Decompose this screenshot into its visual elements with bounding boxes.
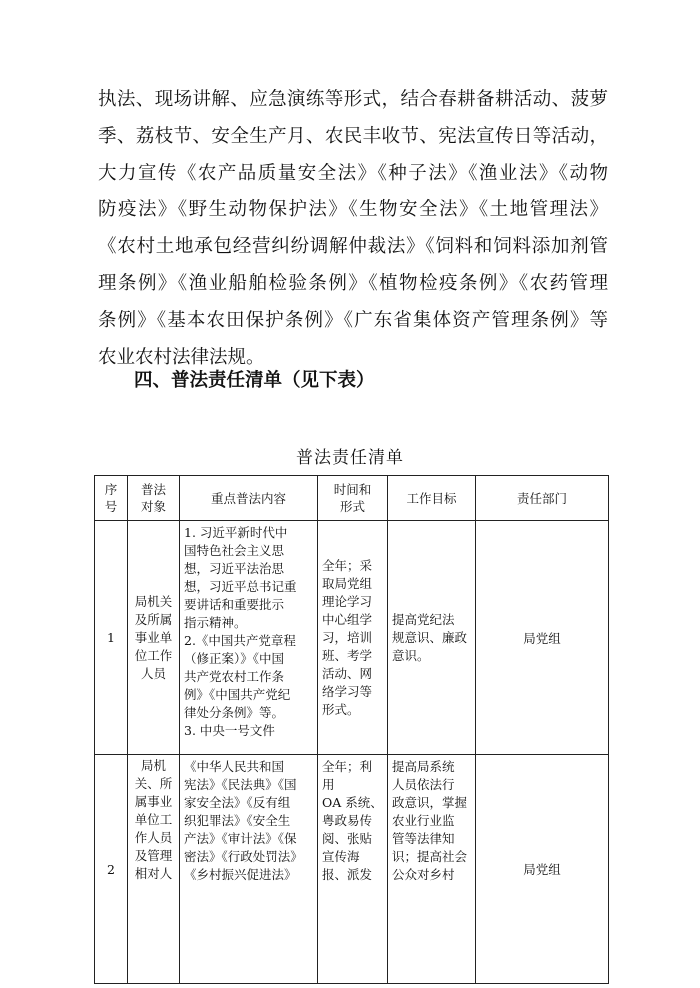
cell-line: 指示精神。 bbox=[184, 615, 247, 630]
cell-line: 规意识、廉政 bbox=[392, 629, 468, 645]
body-line: 季、荔枝节、安全生产月、农民丰收节、宪法宣传日等活动， bbox=[98, 125, 608, 147]
row-department: 局党组 bbox=[476, 755, 609, 984]
body-line: 条例》《基本农田保护条例》《广东省集体资产管理条例》等 bbox=[98, 309, 608, 331]
cell-line: 局机关 bbox=[134, 593, 173, 609]
header-time-form bbox=[318, 476, 388, 521]
cell-line: 管等法律知 bbox=[392, 831, 455, 846]
cell-line: 及所属 bbox=[134, 611, 173, 627]
cell-line: 提高局系统 bbox=[392, 759, 455, 774]
cell-line: 国特色社会主义思 bbox=[184, 543, 285, 558]
cell-line: 提高党纪法 bbox=[392, 611, 455, 627]
cell-line: 粤政易传 bbox=[322, 813, 373, 828]
cell-line: 想，习近平法治思 bbox=[184, 561, 285, 576]
cell-line: 重点普法内容 bbox=[210, 490, 286, 506]
header-target bbox=[128, 476, 180, 521]
cell-line: 共产党农村工作条 bbox=[184, 669, 285, 684]
cell-line: 中心组学 bbox=[322, 611, 373, 627]
body-line: 农业农村法律法规。 bbox=[98, 346, 265, 368]
cell-line: 时间和 bbox=[333, 482, 372, 497]
cell-line: 公众对乡村 bbox=[392, 867, 455, 882]
cell-line: 1. 习近平新时代中 bbox=[184, 525, 288, 540]
row-goal bbox=[388, 608, 475, 668]
cell-line: 《乡村振兴促进法》 bbox=[184, 867, 297, 882]
row-time-form bbox=[318, 755, 387, 983]
body-line: 防疫法》《野生动物保护法》《生物安全法》《土地管理法》 bbox=[98, 199, 608, 221]
row-target bbox=[128, 755, 179, 982]
body-line: 大力宣传《农产品质量安全法》《种子法》《渔业法》《动物 bbox=[98, 162, 608, 184]
body-line: 执法、现场讲解、应急演练等形式，结合春耕备耕活动、菠萝 bbox=[98, 89, 608, 110]
cell-line: 识；提高社会 bbox=[392, 849, 468, 864]
cell-line: 单位工 bbox=[134, 812, 173, 827]
cell-line: 形式。 bbox=[322, 701, 360, 717]
cell-line: 用 bbox=[322, 777, 335, 792]
row-content bbox=[180, 755, 317, 983]
cell-line: 宪法》《民法典》《国 bbox=[184, 777, 297, 792]
cell-line: 报、派发 bbox=[322, 867, 373, 882]
row-number: 2 bbox=[95, 755, 128, 984]
header-goal bbox=[388, 476, 476, 521]
cell-line: 班、考学 bbox=[322, 647, 373, 663]
cell-line: 意识。 bbox=[392, 647, 430, 663]
cell-line: 2.《中国共产党章程 bbox=[184, 633, 296, 648]
cell-line: 《中华人民共和国 bbox=[184, 759, 285, 774]
cell-line: 号 bbox=[104, 499, 118, 514]
row-content bbox=[180, 521, 317, 743]
cell-line: 宣传海 bbox=[322, 849, 360, 864]
cell-line: 要讲话和重要批示 bbox=[184, 597, 285, 612]
cell-line: 阅、张贴 bbox=[322, 831, 373, 846]
row-time-form bbox=[318, 554, 387, 722]
cell-line: 产法》《审计法》《保 bbox=[184, 831, 297, 846]
header-department bbox=[476, 476, 609, 521]
cell-line: OA 系统、 bbox=[322, 795, 383, 810]
row-target bbox=[128, 590, 179, 686]
table-row bbox=[95, 755, 609, 984]
row-department: 局党组 bbox=[476, 521, 609, 755]
cell-line: 家安全法》《反有组 bbox=[184, 795, 291, 810]
table-row bbox=[95, 521, 609, 755]
cell-line: 位工作 bbox=[134, 647, 173, 663]
body-paragraph bbox=[98, 82, 608, 376]
cell-line: 相对人 bbox=[134, 866, 173, 881]
cell-line: 密法》《行政处罚法》 bbox=[184, 849, 303, 864]
cell-line: 作人员 bbox=[134, 830, 173, 845]
cell-line: 理论学习 bbox=[322, 593, 373, 609]
row-goal bbox=[388, 755, 475, 983]
cell-line: 想，习近平总书记重 bbox=[184, 579, 297, 594]
responsibility-table bbox=[94, 475, 609, 984]
cell-line: 普法 bbox=[140, 482, 166, 497]
cell-line: 全年；利 bbox=[322, 759, 373, 774]
cell-line: （修正案）》《中国 bbox=[184, 651, 285, 666]
cell-line: 关、所 bbox=[134, 776, 173, 791]
cell-line: 工作目标 bbox=[406, 490, 457, 506]
cell-line: 责任部门 bbox=[516, 490, 567, 506]
cell-line: 属事业 bbox=[134, 794, 173, 809]
cell-line: 全年；采 bbox=[322, 557, 373, 573]
cell-line: 形式 bbox=[339, 499, 365, 514]
cell-line: 人员 bbox=[140, 665, 166, 681]
header-no bbox=[95, 476, 128, 521]
cell-line: 局机 bbox=[140, 758, 166, 773]
cell-line: 政意识，掌握 bbox=[392, 795, 468, 810]
cell-line: 人员依法行 bbox=[392, 777, 455, 792]
cell-line: 活动、网 bbox=[322, 665, 373, 681]
table-caption: 普法责任清单 bbox=[296, 448, 404, 468]
cell-line: 络学习等 bbox=[322, 683, 373, 699]
cell-line: 及管理 bbox=[134, 848, 173, 863]
cell-line: 对象 bbox=[140, 499, 166, 514]
header-content bbox=[180, 476, 318, 521]
cell-line: 律处分条例》等。 bbox=[184, 705, 285, 720]
cell-line: 习，培训 bbox=[322, 629, 373, 645]
cell-line: 序 bbox=[104, 482, 118, 497]
cell-line: 农业行业监 bbox=[392, 813, 455, 828]
row-number: 1 bbox=[95, 521, 128, 755]
cell-line: 3. 中央一号文件 bbox=[184, 723, 275, 738]
cell-line: 事业单 bbox=[134, 629, 173, 645]
body-line: 《农村土地承包经营纠纷调解仲裁法》《饲料和饲料添加剂管 bbox=[98, 236, 608, 258]
body-line: 理条例》《渔业船舶检验条例》《植物检疫条例》《农药管理 bbox=[98, 272, 608, 294]
cell-line: 取局党组 bbox=[322, 575, 373, 591]
table-header-row bbox=[95, 476, 609, 521]
section-heading: 四、普法责任清单（见下表） bbox=[134, 370, 375, 391]
cell-line: 例》《中国共产党纪 bbox=[184, 687, 291, 702]
cell-line: 织犯罪法》《安全生 bbox=[184, 813, 291, 828]
